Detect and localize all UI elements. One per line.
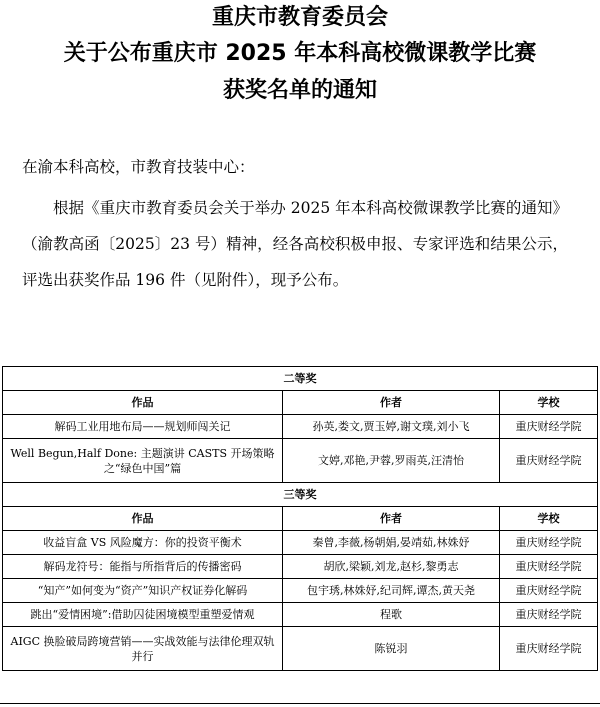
- notice-title-line-3: 获奖名单的通知: [222, 78, 377, 103]
- section-row-second-prize: [3, 367, 598, 391]
- cell-work: 跳出“爱情困境”:借助囚徒困境模型重塑爱情观: [3, 603, 283, 627]
- notice-title-line-2: 关于公布重庆市 2025 年本科高校微课教学比赛: [63, 41, 537, 66]
- cell-work: AIGC 换脸破局跨境营销——实战效能与法律伦理双轨并行: [3, 627, 283, 671]
- table-row: [3, 579, 598, 603]
- header-row: [3, 391, 598, 415]
- header-school: 学校: [500, 507, 598, 531]
- cell-author: 秦曾,李薇,杨朝娟,晏靖茹,林姝妤: [283, 531, 500, 555]
- cell-school: 重庆财经学院: [500, 603, 598, 627]
- cell-school: 重庆财经学院: [500, 439, 598, 483]
- header-school: 学校: [500, 391, 598, 415]
- table-row: [3, 439, 598, 483]
- cell-school: 重庆财经学院: [500, 555, 598, 579]
- table-row: [3, 627, 598, 671]
- header-work: 作品: [3, 507, 283, 531]
- section-label: 二等奖: [3, 367, 598, 391]
- salutation: 在渝本科高校，市教育技装中心：: [22, 158, 255, 176]
- section-row-third-prize: [3, 483, 598, 507]
- cell-work: Well Begun,Half Done: 主题演讲 CASTS 开场策略之“绿色中国”篇: [3, 439, 283, 483]
- cell-author: 孙英,娄文,贾玉婷,谢文璞,刘小飞: [283, 415, 500, 439]
- cell-author: 文婷,邓艳,尹蓉,罗雨英,汪清怡: [283, 439, 500, 483]
- cell-school: 重庆财经学院: [500, 579, 598, 603]
- cell-author: 胡欣,梁颖,刘龙,赵杉,黎勇志: [283, 555, 500, 579]
- cell-school: 重庆财经学院: [500, 415, 598, 439]
- table-row: [3, 555, 598, 579]
- awards-table: [2, 366, 598, 671]
- table-row: [3, 531, 598, 555]
- cell-author: 陈锐羽: [283, 627, 500, 671]
- table-row: [3, 415, 598, 439]
- section-label: 三等奖: [3, 483, 598, 507]
- header-author: 作者: [283, 507, 500, 531]
- cell-school: 重庆财经学院: [500, 627, 598, 671]
- cell-work: “知产”如何变为“资产”知识产权证券化解码: [3, 579, 283, 603]
- notice-title-line-1: 重庆市教育委员会: [211, 5, 388, 30]
- cell-author: 程歌: [283, 603, 500, 627]
- page-bottom-rule: [0, 703, 600, 704]
- cell-work: 收益盲盒 VS 风险魔方：你的投资平衡术: [3, 531, 283, 555]
- header-work: 作品: [3, 391, 283, 415]
- body-paragraph: 根据《重庆市教育委员会关于举办 2025 年本科高校微课教学比赛的通知》（渝教高函〔2025〕23 号）精神，经各高校积极申报、专家评选和结果公示，评选出获奖作品 196 件（见附件），现予公布。: [22, 199, 568, 289]
- cell-work: 解码龙符号：能指与所指背后的传播密码: [3, 555, 283, 579]
- cell-school: 重庆财经学院: [500, 531, 598, 555]
- cell-work: 解码工业用地布局——规划师闯关记: [3, 415, 283, 439]
- header-author: 作者: [283, 391, 500, 415]
- header-row: [3, 507, 598, 531]
- table-row: [3, 603, 598, 627]
- cell-author: 包宇琇,林姝妤,纪司辉,谭杰,黄天尧: [283, 579, 500, 603]
